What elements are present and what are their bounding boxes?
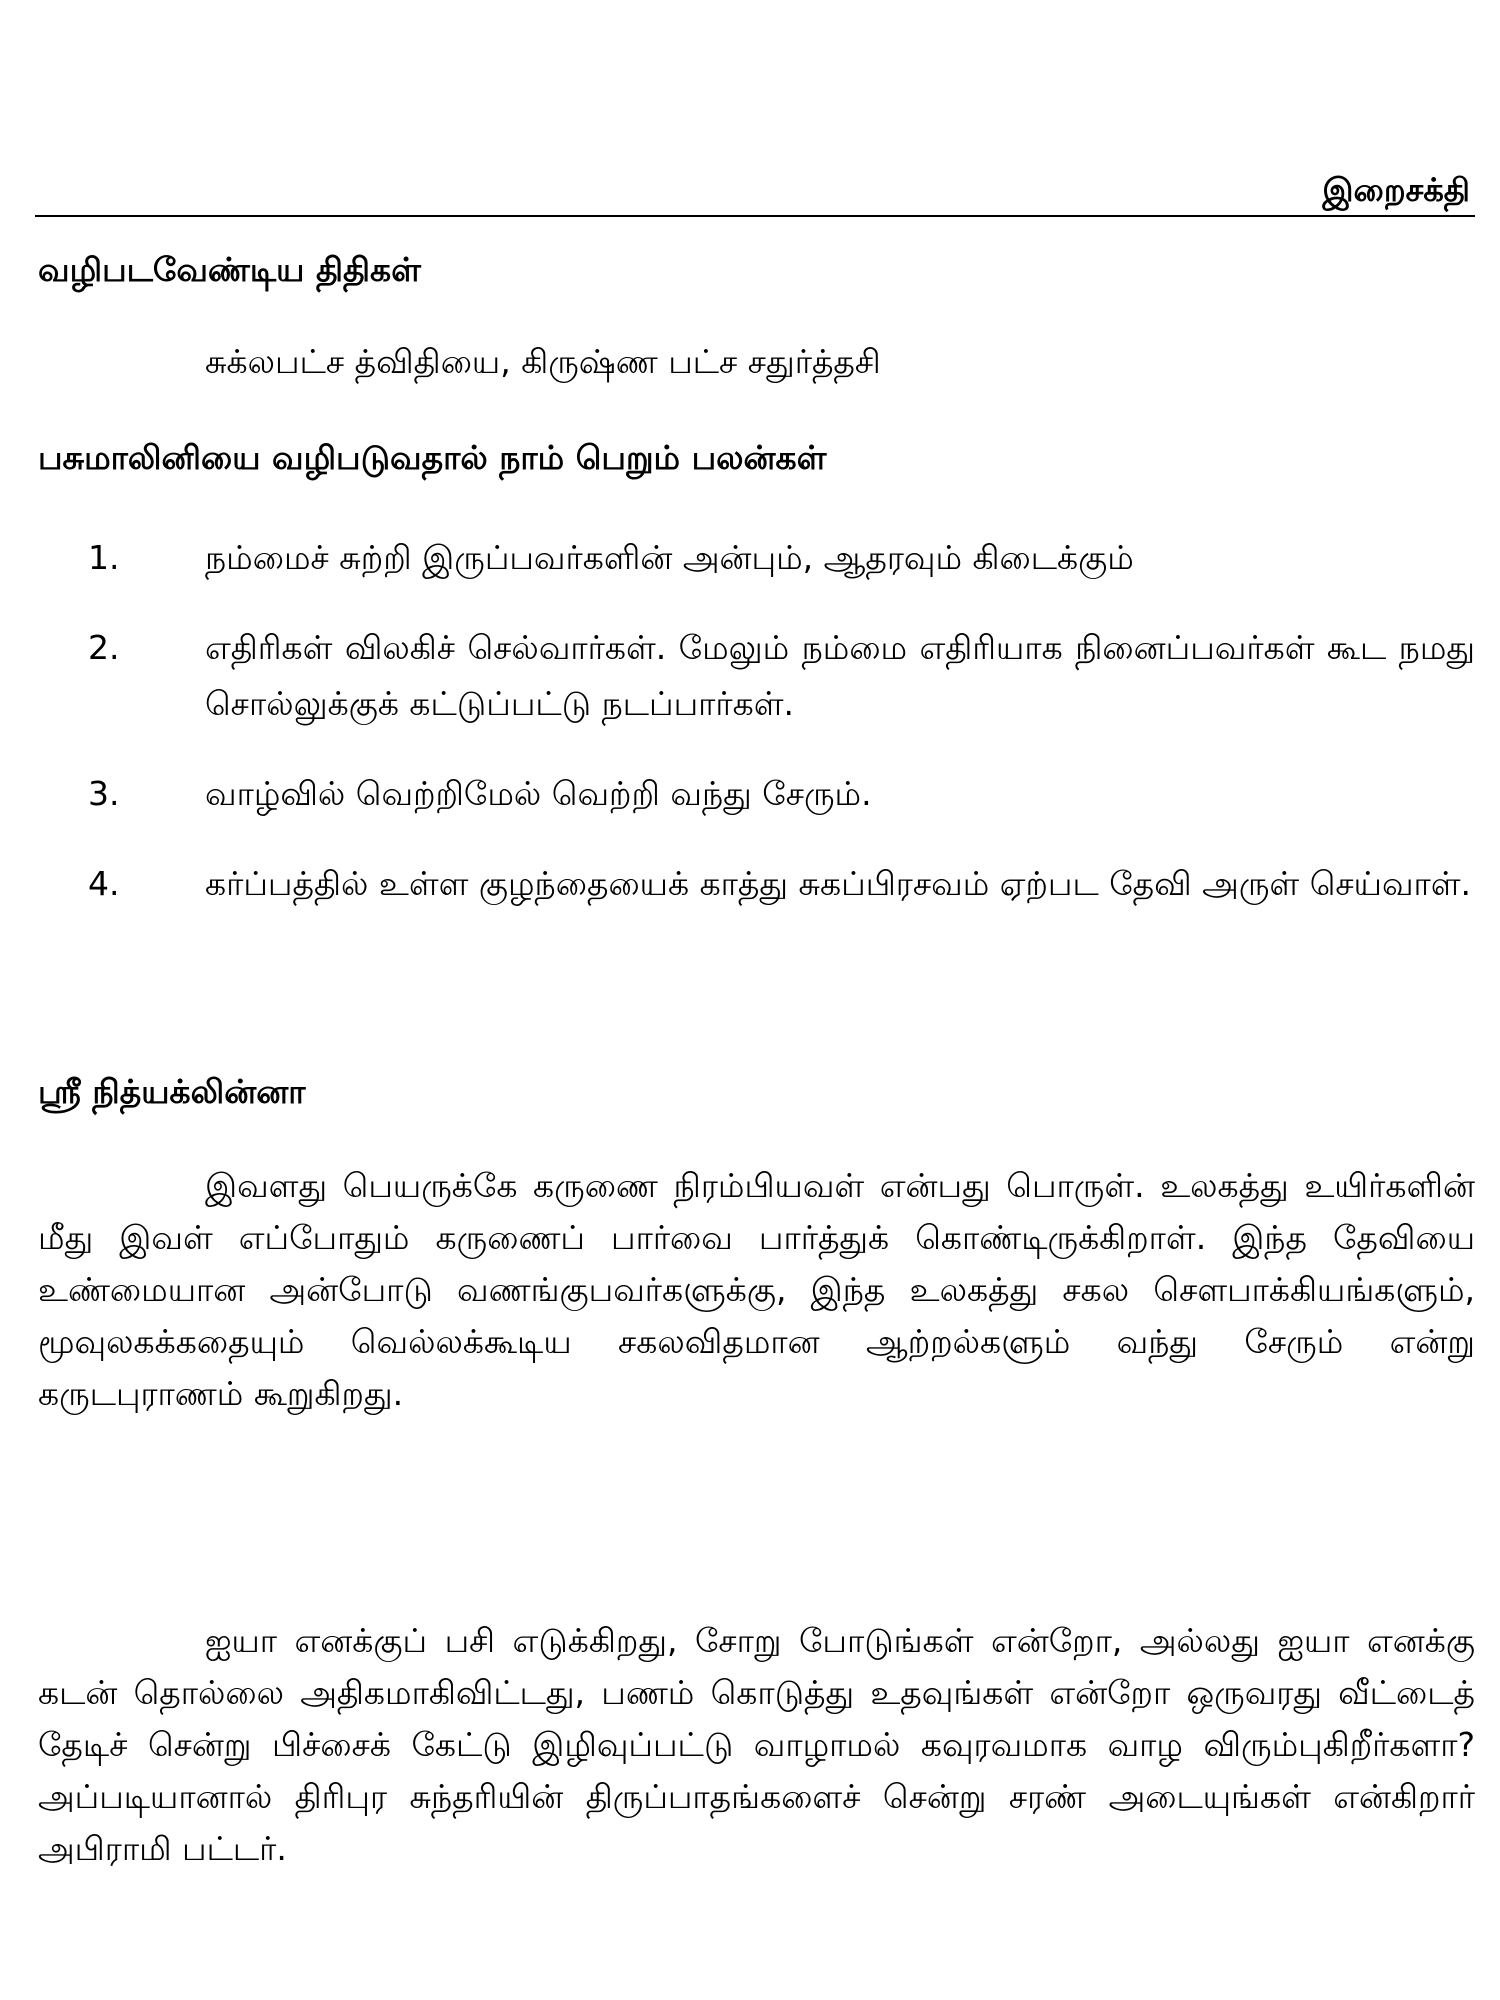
list-item [38,856,1475,912]
running-head: இறைசக்தி [1322,171,1470,209]
benefits-heading: பசுமாலினியை வழிபடுவதால் நாம் பெறும் பலன்கள் [38,438,827,477]
list-item-number: 1. [88,538,120,577]
list-item-number: 2. [88,628,120,667]
list-item [38,766,1475,822]
list-item-text: கர்ப்பத்தில் உள்ள குழந்தையைக் காத்து சுகப்பிரசவம் ஏற்பட தேவி அருள் செய்வாள். [205,864,1472,903]
list-item-number: 4. [88,864,120,903]
list-item-text: வாழ்வில் வெற்றிமேல் வெற்றி வந்து சேரும். [205,774,872,813]
list-item [38,530,1475,586]
nithya-heading: ஸ்ரீ நித்யக்லின்னா [38,1072,306,1111]
list-item-number: 3. [88,774,120,813]
paragraph-abirami-quote: ஐயா எனக்குப் பசி எடுக்கிறது, சோறு போடுங்கள் என்றோ, அல்லது ஐயா எனக்கு கடன் தொல்லை அதிகமாகிவிட்டது, பணம் கொடுத்து உதவுங்கள் என்றோ ஒருவரது வீட்டைத் தேடிச் சென்று பிச்சைக் கேட்டு இழிவுப்பட்டு வாழாமல் கவுரவமாக வாழ விரும்புகிறீர்களா? அப்படியானால் திரிபுர சுந்தரியின் திருப்பாதங்களைச் சென்று சரண் அடையுங்கள் என்கிறார் அபிராமி பட்டர். [38,1621,1475,1868]
benefits-list [38,530,1475,946]
paragraph-nithya-description: இவளது பெயருக்கே கருணை நிரம்பியவள் என்பது பொருள். உலகத்து உயிர்களின் மீது இவள் எப்போதும் கருணைப் பார்வை பார்த்துக் கொண்டிருக்கிறாள். இந்த தேவியை உண்மையான அன்போடு வணங்குபவர்களுக்கு, இந்த உலகத்து சகல சௌபாக்கியங்களும், மூவுலகக்கதையும் வெல்லக்கூடிய சகலவிதமான ஆற்றல்களும் வந்து சேரும் என்று கருடபுராணம் கூறுகிறது. [38,1166,1475,1413]
list-item-text: எதிரிகள் விலகிச் செல்வார்கள். மேலும் நம்மை எதிரியாக நினைப்பவர்கள் கூட நமது சொல்லுக்குக் கட்டுப்பட்டு நடப்பார்கள். [205,628,1475,723]
list-item-text: நம்மைச் சுற்றி இருப்பவர்களின் அன்பும், ஆதரவும் கிடைக்கும் [205,538,1134,577]
list-item [38,620,1475,732]
tithi-heading: வழிபடவேண்டிய திதிகள் [38,250,421,289]
tithi-text: சுக்லபட்ச த்விதியை, கிருஷ்ண பட்ச சதுர்த்தசி [205,342,881,381]
header-rule [35,215,1475,217]
